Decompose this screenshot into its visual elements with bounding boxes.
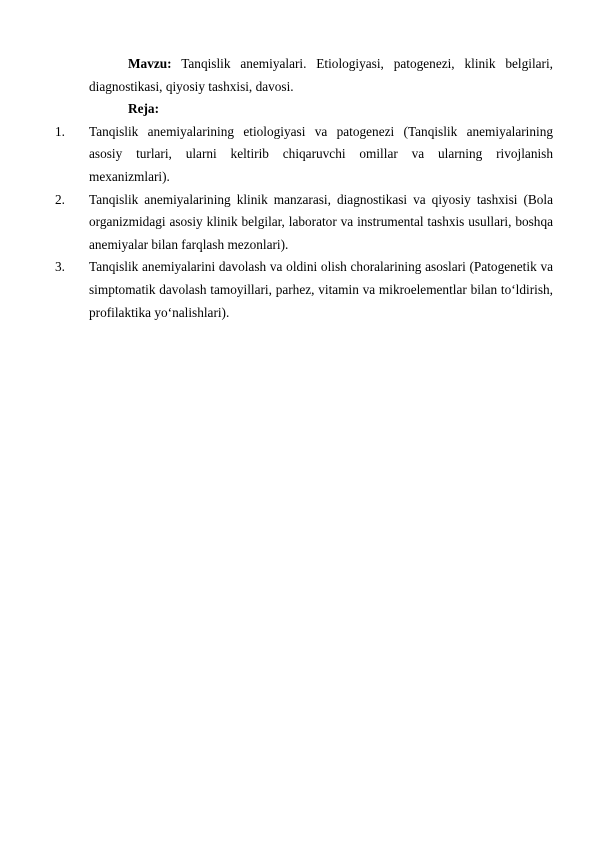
plan-item-text: Tanqislik anemiyalarini davolash va oldini olish choralarining asoslari (Patogenetik va simptomatik davolash tamoyillari, parhez, vitamin va mikroelementlar bilan to‘ldirish, profilaktika yo‘nalishlari).: [89, 259, 553, 320]
plan-item-text: Tanqislik anemiyalarining klinik manzarasi, diagnostikasi va qiyosiy tashxisi (Bola organizmidagi asosiy klinik belgilar, laborator va instrumental tashxis usullari, boshqa anemiyalar bilan farqlash mezonlari).: [89, 191, 553, 252]
plan-item-number: 2.: [55, 191, 65, 207]
plan-item-number: 1.: [55, 123, 65, 139]
plan-item: [55, 256, 553, 324]
document-body: [55, 53, 553, 324]
plan-item: [55, 189, 553, 257]
plan-item-number: 3.: [55, 259, 65, 275]
plan-heading: Reja:: [128, 101, 160, 117]
topic-label: Mavzu:: [128, 56, 172, 71]
topic-paragraph: [89, 53, 553, 98]
plan-item: [55, 121, 553, 189]
topic-text: Tanqislik anemiyalari. Etiologiyasi, patogenezi, klinik belgilari, diagnostikasi, qiyosiy tashxisi, davosi.: [89, 56, 553, 94]
plan-list: [55, 121, 553, 324]
plan-item-text: Tanqislik anemiyalarining etiologiyasi va patogenezi (Tanqislik anemiyalarining asosiy turlari, ularni keltirib chiqaruvchi omillar va ularning rivojlanish mexanizmlari).: [89, 123, 553, 184]
